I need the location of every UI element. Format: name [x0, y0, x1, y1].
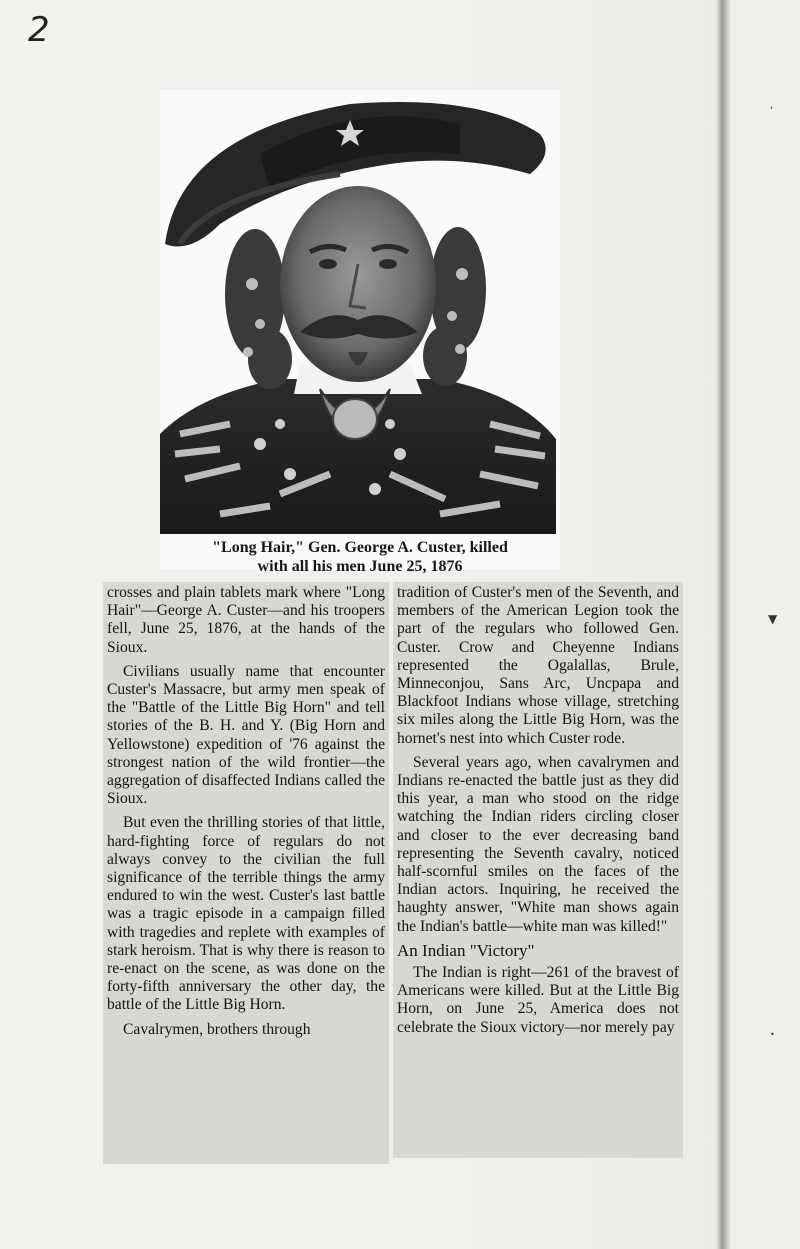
- margin-mark: ▼: [768, 612, 778, 626]
- margin-mark: ,: [770, 100, 774, 111]
- article-paragraph: tradition of Custer's men of the Seventh, and members of the American Legion took the part of the regulars who followed Gen. Custer. Crow and Cheyenne Indians represented the Ogalallas, Brule, Minneconjou, Sans Arc, Uncpapa and Blackfoot Indians whose village, stretching six miles along the Little Big Horn, was the hornet's nest into which Custer rode.: [397, 584, 679, 747]
- caption-line: "Long Hair," Gen. George A. Custer, killed: [212, 539, 508, 556]
- photo-caption: [160, 538, 560, 576]
- article-column-right: [393, 582, 683, 1158]
- caption-line: with all his men June 25, 1876: [257, 558, 463, 575]
- article-paragraph: Civilians usually name that encounter Custer's Massacre, but army men speak of the "Battle of the Little Big Horn" and tell stories of the B. H. and Y. (Big Horn and Yellowstone) expedition of '76 against the strongest nation of the wild frontier—the aggregation of disaffected Indians called the Sioux.: [107, 662, 385, 808]
- article-paragraph: The Indian is right—261 of the bravest of Americans were killed. But at the Little Big Horn, on June 25, America does not celebrate the Sioux victory—nor merely pay: [397, 964, 679, 1036]
- page-edge-shadow: [716, 0, 730, 1249]
- article-paragraph: Several years ago, when cavalrymen and Indians re-enacted the battle just as they did this year, a man who stood on the ridge watching the Indian riders circling closer and closer to the ever decreasing band representing the Seventh cavalry, noticed half-scornful smiles on the faces of the Indian actors. Inquiring, he received the haughty answer, "White man shows again the Indian's battle—white man was killed!": [397, 753, 679, 935]
- margin-mark: •: [770, 1030, 775, 1039]
- article-paragraph: But even the thrilling stories of that little, hard-fighting force of regulars do not always convey to the civilian the full significance of the terrible things the army endured to win the west. Custer's last battle was a tragic episode in a campaign filled with tragedies and replete with examples of stark heroism. That is why there is reason to re-enact on the scene, as was done on the forty-fifth anniversary the other day, the battle of the Little Big Horn.: [107, 814, 385, 1014]
- article-column-left: [103, 582, 389, 1164]
- custer-portrait-photo: [160, 94, 556, 534]
- section-heading: An Indian "Victory": [397, 940, 535, 960]
- article-paragraph: crosses and plain tablets mark where "Long Hair"—George A. Custer—and his troopers fell, June 25, 1876, at the hands of the Sioux.: [107, 584, 385, 656]
- page-number: 2: [28, 10, 50, 50]
- article-paragraph: Cavalrymen, brothers through: [123, 1020, 311, 1038]
